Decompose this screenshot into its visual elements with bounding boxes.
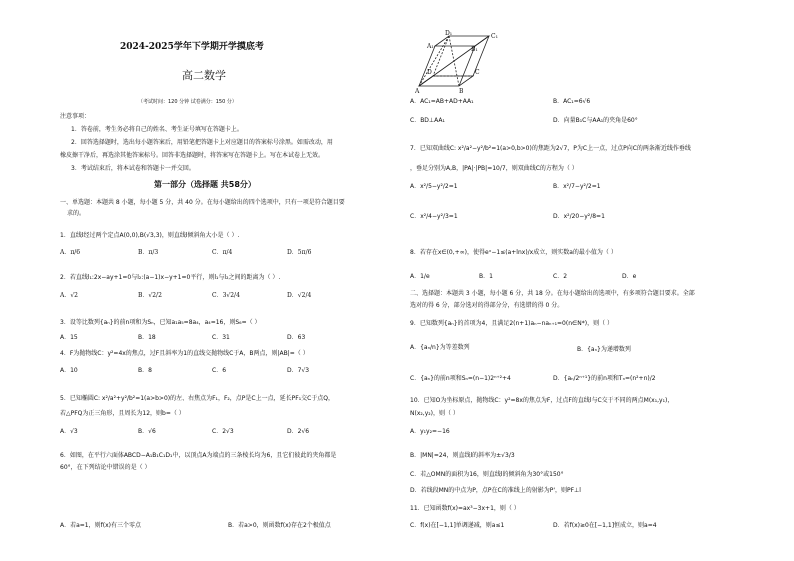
q6-stem-2: 60°，在下列结论中错误的是（ ）	[60, 464, 151, 471]
q10-option-b: B．|MN|=24，则直线l的斜率为±√3/3	[410, 452, 515, 459]
notes-heading: 注意事项：	[60, 113, 91, 120]
q9-option-d: D．{aₙ/2ⁿ⁺¹}的前n项和Tₙ=(n²+n)/2	[553, 375, 656, 382]
note-2-cont: 橡皮擦干净后，再选涂其他答案标号。回答非选择题时，将答案写在答题卡上。写在本试卷上无效。	[60, 152, 325, 159]
exam-info: （考试时间：120 分钟 试卷满分：150 分）	[138, 99, 237, 105]
q7-option-c: C．x²/4−y²/3=1	[410, 213, 458, 220]
q7-stem-2: ，垂足分别为A,B，|PA|·|PB|=10/7，则双曲线C的方程为（ ）	[410, 165, 578, 172]
q8-option-c: C．2	[553, 273, 568, 280]
q3-option-d: D．63	[287, 334, 306, 341]
q2-stem: 2．若直线l₁:2x−ay+1=0与l₂:(a−1)x−y+1=0平行，则l₁与l₂之间的距离为（ ）.	[60, 274, 281, 281]
q2-option-c: C．3√2/4	[212, 292, 240, 299]
q5-stem-2: 若△PFQ为正三角形，且周长为12，则b=（ ）	[60, 410, 185, 417]
q11-option-d: D．若f(x)≥0在[−1,1]恒成立，则a=4	[553, 522, 657, 529]
label-d1: D₁	[445, 30, 453, 37]
q5-option-b: B．√6	[138, 428, 156, 435]
q8-option-b: B．1	[479, 273, 493, 280]
q4-stem: 4．F为抛物线C：y²=4x的焦点，过F且斜率为1的直线交抛物线C于A，B两点，则|AB|=（ ）	[60, 350, 309, 357]
label-a1: A₁	[427, 43, 434, 50]
q3-stem: 3．设等比数列{aₙ}的前n项和为Sₙ，已知a₁a₅=8a₄，a₄=16，则S₆=（ ）	[60, 319, 261, 326]
q3-option-a: A．15	[60, 334, 78, 341]
label-c: C	[475, 69, 480, 76]
q9-option-c: C．{aₙ}的前n项和Sₙ=(n−1)2ⁿ⁺²+4	[410, 375, 511, 382]
section2-line1: 二、选择题：本题共 3 小题，每小题 6 分，共 18 分。在每小题给出的选项中，有多项符合题目要求。全部	[410, 290, 695, 297]
q9-stem: 9．已知数列{aₙ}的首项为4，且满足2(n+1)aₙ−naₙ₊₁=0(n∈N*)，则（ ）	[410, 320, 613, 327]
exam-title: 2024-2025学年下学期开学摸底考	[120, 42, 264, 52]
q10-option-d: D．若线段MN的中点为P，点P在C的准线上的射影为P'，则PF⊥l	[410, 487, 581, 494]
q6-option-d: D．向量B₁C与AA₁的夹角是60°	[553, 117, 638, 124]
q9-option-a: A．{aₙ/n}为等差数列	[410, 344, 470, 351]
label-b1: B₁	[471, 46, 478, 53]
q10-stem: 10．已知O为坐标原点，抛物线C：y²=8x的焦点为F，过点F的直线l与C交于不同的两点M(x₁,y₁)，	[410, 397, 674, 404]
q12-option-b: B．若a>0，则函数f(x)存在2个极值点	[228, 522, 331, 529]
q12-option-a: A．若a=1，则f(x)有三个零点	[60, 522, 141, 529]
q4-option-a: A．10	[60, 367, 78, 374]
q7-option-a: A．x²/5−y²/2=1	[410, 183, 458, 190]
note-2: 2．回答选择题时，选出每小题答案后，用铅笔把答题卡上对应题目的答案标号涂黑。如需改动，用	[71, 139, 333, 146]
parallelepiped-figure	[415, 28, 505, 94]
q1-option-a: A．π/6	[60, 249, 81, 256]
q10-option-c: C．若△OMN的面积为16，则直线l的倾斜角为30°或150°	[410, 471, 564, 478]
section1-line1: 一、单选题：本题共 8 小题，每小题 5 分，共 40 分。在每小题给出的四个选项中，只有一项是符合题目要	[60, 199, 345, 206]
note-1: 1．答卷前，考生务必将自己的姓名、考生证号填写在答题卡上。	[71, 126, 243, 133]
section2-line2: 选对的得 6 分，部分选对的得部分分，有选错的得 0 分。	[410, 302, 564, 309]
label-a: A	[415, 88, 420, 94]
q2-option-b: B．√2/2	[138, 292, 162, 299]
q1-option-d: D．5π/6	[287, 249, 312, 256]
subject-title: 高二数学	[182, 69, 226, 82]
q5-option-a: A．√3	[60, 428, 78, 435]
section1-line2: 求的。	[67, 210, 86, 217]
note-3: 3．考试结束后，将本试卷和答题卡一并交回。	[71, 165, 195, 172]
q8-stem: 8．若存在x∈(0,+∞)，使得eˣ−1≤(a+lnx)/x成立，则实数a的最小值为（ ）	[410, 249, 617, 256]
q5-option-c: C．2√3	[212, 428, 234, 435]
q6-option-c: C．BD⊥AA₁	[410, 117, 445, 124]
q8-option-a: A．1/e	[410, 273, 430, 280]
q3-option-c: C．31	[212, 334, 230, 341]
label-c1: C₁	[491, 33, 498, 40]
q7-option-d: D．x²/20−y²/8=1	[553, 213, 605, 220]
q5-stem: 5．已知椭圆C: x²/a²+y²/b²=1(a>b>0)的左、右焦点为F₁，F₂，点P是C上一点，延长PF₁交C于点Q，	[60, 395, 335, 402]
q2-option-d: D．√2/4	[287, 292, 312, 299]
q10-option-a: A．y₁y₂=−16	[410, 428, 450, 435]
q9-option-b: B．{aₙ}为递增数列	[577, 346, 631, 353]
q5-option-d: D．2√6	[287, 428, 310, 435]
q4-option-c: C．6	[212, 367, 227, 374]
q10-stem-2: N(x₂,y₂)，则（ ）	[410, 410, 459, 417]
q3-option-b: B．18	[138, 334, 156, 341]
q11-stem: 11．已知函数f(x)=ax³−3x+1，则（ ）	[410, 505, 520, 512]
label-b: B	[459, 88, 464, 94]
q6-stem: 6．如图，在平行六面体ABCD−A₁B₁C₁D₁中，以顶点A为端点的三条棱长均为6，且它们彼此的夹角都是	[60, 452, 337, 459]
q6-option-b: B．AC₁=6√6	[553, 98, 591, 105]
q7-option-b: B．x²/7−y²/2=1	[553, 183, 601, 190]
q2-option-a: A．√2	[60, 292, 78, 299]
q4-option-d: D．7√3	[287, 367, 310, 374]
label-d: D	[427, 69, 432, 76]
q1-option-c: C．π/4	[212, 249, 233, 256]
q11-option-c: C．f(x)在[−1,1]单调递减，则a≤1	[410, 522, 505, 529]
q8-option-d: D．e	[622, 273, 637, 280]
q4-option-b: B．8	[138, 367, 152, 374]
q6-option-a: A．AC₁=AB+AD+AA₁	[410, 98, 474, 105]
q1-option-b: B．π/3	[138, 249, 159, 256]
part1-title: 第一部分（选择题 共58分）	[154, 180, 256, 189]
q7-stem: 7．已知双曲线C: x²/a²−y²/b²=1(a>0,b>0)的焦距为2√7，P为C上一点，过点P向C的两条渐近线作垂线	[410, 145, 691, 152]
q1-stem: 1．直线l经过两个定点A(0,0),B(√3,3)，则直线l倾斜角大小是（ ）.	[60, 232, 240, 239]
